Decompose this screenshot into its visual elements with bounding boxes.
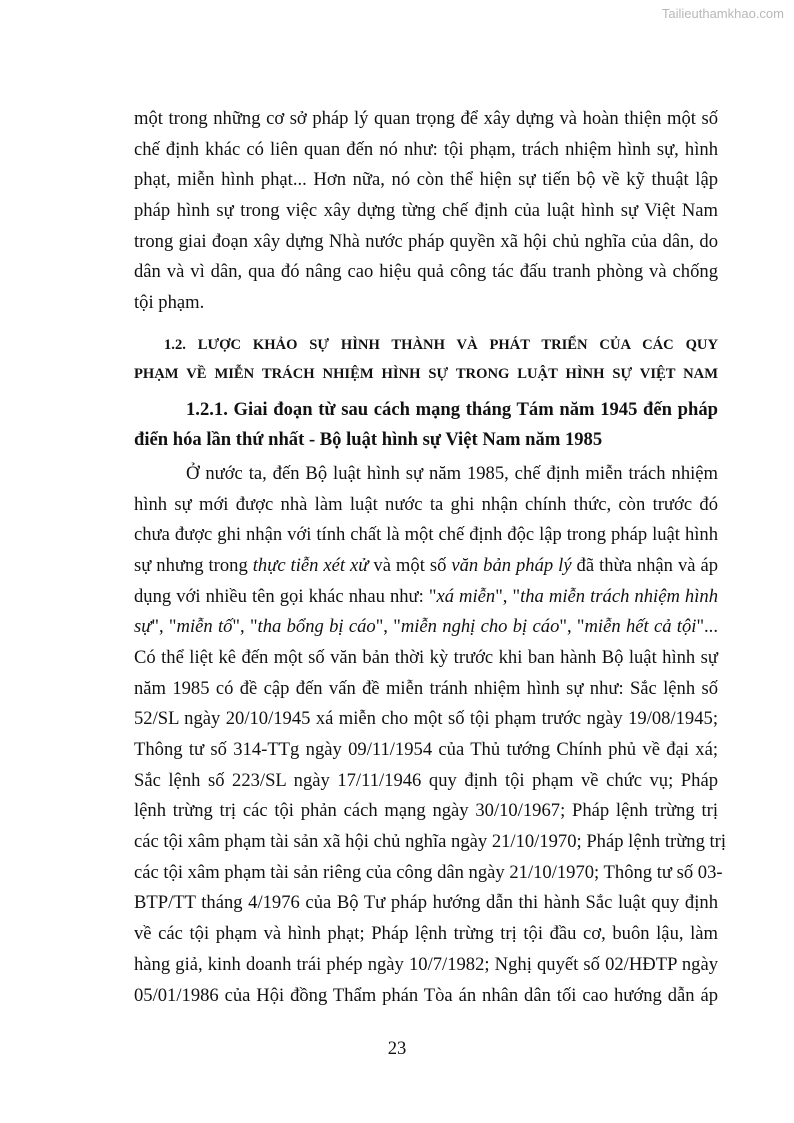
text-line: một trong những cơ sở pháp lý quan trọng để xây dựng và hoàn thiện một số bbox=[134, 108, 718, 129]
italic-term: xá miễn bbox=[436, 585, 496, 607]
text-line: Sắc lệnh số 223/SL ngày 17/11/1946 quy định tội phạm về chức vụ; Pháp bbox=[134, 769, 718, 791]
text-line: hình sự mới được nhà làm luật nước ta ghi nhận chính thức, còn trước đó bbox=[134, 493, 718, 515]
subsection-heading-line: điển hóa lần thứ nhất - Bộ luật hình sự Việt Nam năm 1985 bbox=[134, 428, 603, 450]
text-line: hàng giả, kinh doanh trái phép ngày 10/7/1982; Nghị quyết số 02/HĐTP ngày bbox=[134, 953, 718, 975]
text-line: pháp hình sự trong việc xây dựng từng chế định của luật hình sự Việt Nam bbox=[134, 200, 718, 222]
section-heading bbox=[134, 331, 718, 389]
italic-term: thực tiễn xét xử bbox=[252, 554, 369, 576]
text-run: dụng với nhiều tên gọi khác nhau như: " bbox=[134, 585, 437, 607]
text-line: Có thể liệt kê đến một số văn bản thời kỳ trước khi ban hành Bộ luật hình sự bbox=[134, 646, 718, 668]
text-run: ", " bbox=[375, 616, 401, 638]
text-line: Thông tư số 314-TTg ngày 09/11/1954 của Thủ tướng Chính phủ về đại xá; bbox=[134, 739, 718, 760]
subsection-heading bbox=[134, 395, 718, 455]
page-number: 23 bbox=[387, 1038, 407, 1059]
text-line: về các tội phạm và hình phạt; Pháp lệnh trừng trị tội đầu cơ, buôn lậu, làm bbox=[134, 923, 718, 945]
text-line: trong giai đoạn xây dựng Nhà nước pháp quyền xã hội chủ nghĩa của dân, do bbox=[134, 230, 718, 252]
text-run: sự nhưng trong bbox=[134, 554, 253, 576]
paragraph-2 bbox=[134, 459, 727, 1011]
text-run: "... bbox=[696, 616, 718, 638]
text-line: tội phạm. bbox=[134, 292, 205, 314]
section-heading-line: 1.2. LƯỢC KHẢO SỰ HÌNH THÀNH VÀ PHÁT TRIỂN CỦA CÁC QUY bbox=[164, 336, 718, 353]
text-run: ", " bbox=[151, 616, 177, 638]
italic-term: sự bbox=[134, 616, 152, 638]
section-heading-line: PHẠM VỀ MIỄN TRÁCH NHIỆM HÌNH SỰ TRONG LUẬT HÌNH SỰ VIỆT NAM bbox=[134, 365, 718, 382]
italic-term: tha bổng bị cáo bbox=[257, 616, 376, 638]
text-line: chế định khác có liên quan đến nó như: tội phạm, trách nhiệm hình sự, hình bbox=[134, 138, 718, 160]
text-line: lệnh trừng trị các tội phản cách mạng ngày 30/10/1967; Pháp lệnh trừng trị bbox=[134, 800, 718, 822]
text-line bbox=[134, 612, 718, 643]
text-run: ", " bbox=[559, 616, 585, 638]
text-line: dân và vì dân, qua đó nâng cao hiệu quả công tác đấu tranh phòng và chống bbox=[134, 261, 718, 283]
text-line: các tội xâm phạm tài sản xã hội chủ nghĩa ngày 21/10/1970; Pháp lệnh trừng trị bbox=[134, 831, 727, 853]
text-line bbox=[134, 551, 718, 582]
italic-term: miễn tố bbox=[176, 616, 233, 638]
text-line bbox=[134, 582, 718, 613]
text-line: Ở nước ta, đến Bộ luật hình sự năm 1985, chế định miễn trách nhiệm bbox=[186, 462, 718, 484]
document-page bbox=[134, 104, 727, 1011]
italic-term: tha miễn trách nhiệm hình bbox=[520, 585, 718, 607]
text-line: BTP/TT tháng 4/1976 của Bộ Tư pháp hướng dẫn thi hành Sắc luật quy định bbox=[134, 892, 718, 914]
text-line: 05/01/1986 của Hội đồng Thẩm phán Tòa án nhân dân tối cao hướng dẫn áp bbox=[134, 984, 718, 1006]
paragraph-1 bbox=[134, 104, 718, 319]
text-run: và một số bbox=[368, 554, 452, 576]
text-run: ", " bbox=[232, 616, 258, 638]
italic-term: miễn hết cả tội bbox=[584, 616, 697, 638]
text-line: phạt, miễn hình phạt... Hơn nữa, nó còn thể hiện sự tiến bộ về kỹ thuật lập bbox=[134, 169, 718, 191]
text-run: đã thừa nhận và áp bbox=[571, 554, 719, 576]
watermark-text: Tailieuthamkhao.com bbox=[661, 6, 784, 21]
italic-term: miễn nghị cho bị cáo bbox=[400, 616, 560, 638]
text-line: năm 1985 có đề cập đến vấn đề miễn tránh nhiệm hình sự như: Sắc lệnh số bbox=[134, 677, 718, 699]
subsection-heading-line: 1.2.1. Giai đoạn từ sau cách mạng tháng Tám năm 1945 đến pháp bbox=[186, 398, 718, 420]
text-line: các tội xâm phạm tài sản riêng của công dân ngày 21/10/1970; Thông tư số 03- bbox=[134, 861, 723, 883]
text-run: ", " bbox=[495, 585, 521, 607]
text-line: 52/SL ngày 20/10/1945 xá miễn cho một số tội phạm trước ngày 19/08/1945; bbox=[134, 708, 718, 730]
text-line: chưa được ghi nhận với tính chất là một chế định độc lập trong pháp luật hình bbox=[134, 524, 718, 546]
italic-term: văn bản pháp lý bbox=[451, 554, 572, 576]
